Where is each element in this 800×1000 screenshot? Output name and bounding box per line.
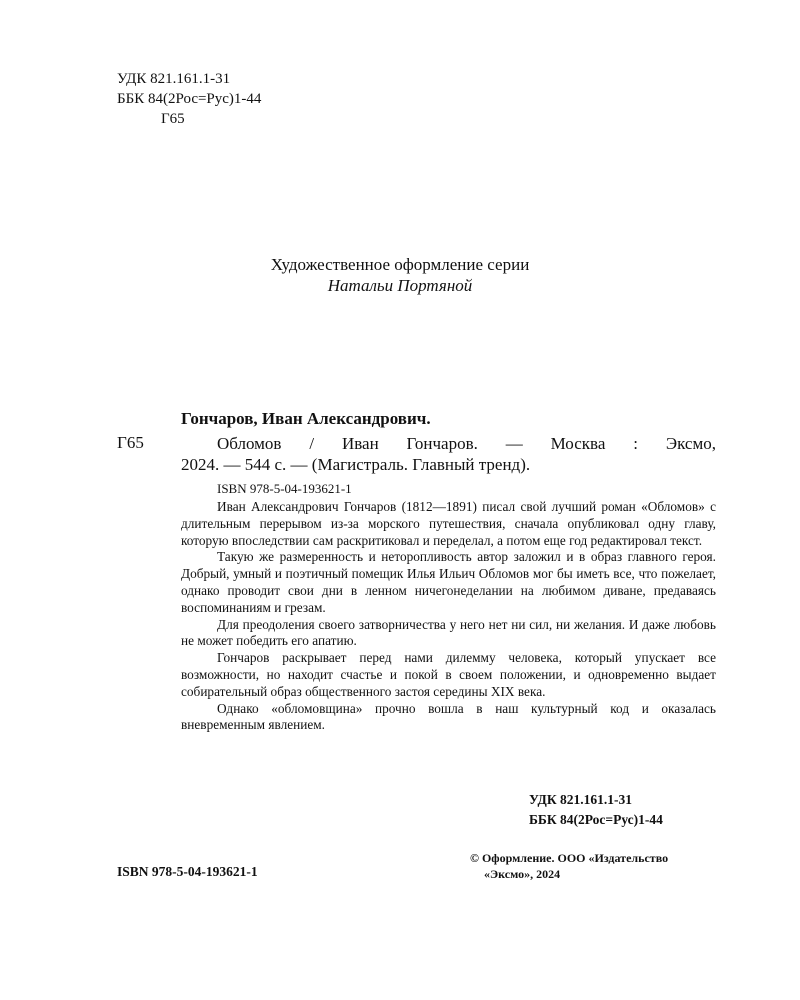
annotation-paragraph: Однако «обломовщина» прочно вошла в наш культурный код и оказалась вневременным явлением. (181, 700, 716, 733)
copyright-line-2: «Эксмо», 2024 (484, 867, 561, 881)
author-mark: Г65 (161, 111, 185, 127)
illustrator-name: Натальи Портяной (327, 276, 473, 295)
annotation-paragraph: Иван Александрович Гончаров (1812—1891) писал свой лучший роман «Обломов» с длительным перерывом из-за морского путешествия, сначала опубликовал одну главу, которую впоследствии сам раскритиковал и переделал, а потом еще год редактировал текст. (181, 499, 716, 548)
design-credit (0, 254, 800, 296)
annotation-paragraph: Гончаров раскрывает перед нами дилемму человека, который упускает все возможности, но находит счастье и покой в своем положении, и одновременно выдает собирательный образ общественного застоя середины XIX века. (181, 650, 716, 699)
bbk-code: ББК 84(2Рос=Рус)1-44 (117, 91, 262, 107)
author-heading: Гончаров, Иван Александрович. (181, 409, 431, 428)
udk-code-bottom: УДК 821.161.1-31 (529, 792, 632, 807)
copyright-line-1: © Оформление. ООО «Издательство (470, 851, 669, 865)
copyright-notice (470, 850, 720, 882)
bibliographic-description (181, 433, 716, 475)
annotation-paragraph: Для преодоления своего затворничества у него нет ни сил, ни желания. И даже любовь не может победить его апатию. (181, 616, 716, 649)
author-mark-side: Г65 (117, 433, 144, 452)
udk-code: УДК 821.161.1-31 (117, 71, 231, 87)
bbk-code-bottom: ББК 84(2Рос=Рус)1-44 (529, 812, 663, 827)
top-classification (117, 69, 261, 129)
isbn-bottom: ISBN 978-5-04-193621-1 (117, 864, 258, 879)
description-line-1: Обломов / Иван Гончаров. — Москва : Эксмо, (217, 434, 716, 453)
design-credit-line: Художественное оформление серии (270, 255, 530, 274)
description-line-2: 2024. — 544 с. — (Магистраль. Главный тренд). (181, 455, 531, 474)
isbn-inline: ISBN 978-5-04-193621-1 (217, 481, 352, 496)
annotation (181, 499, 716, 734)
annotation-paragraph: Такую же размеренность и неторопливость автор заложил и в образ главного героя. Добрый, умный и поэтичный помещик Илья Ильич Обломов мог бы иметь все, что пожелает, однако проводит свои дни в ленном ничегонеделании на любимом диване, предаваясь воспоминаниям и грезам. (181, 549, 716, 615)
bottom-classification (529, 790, 663, 830)
